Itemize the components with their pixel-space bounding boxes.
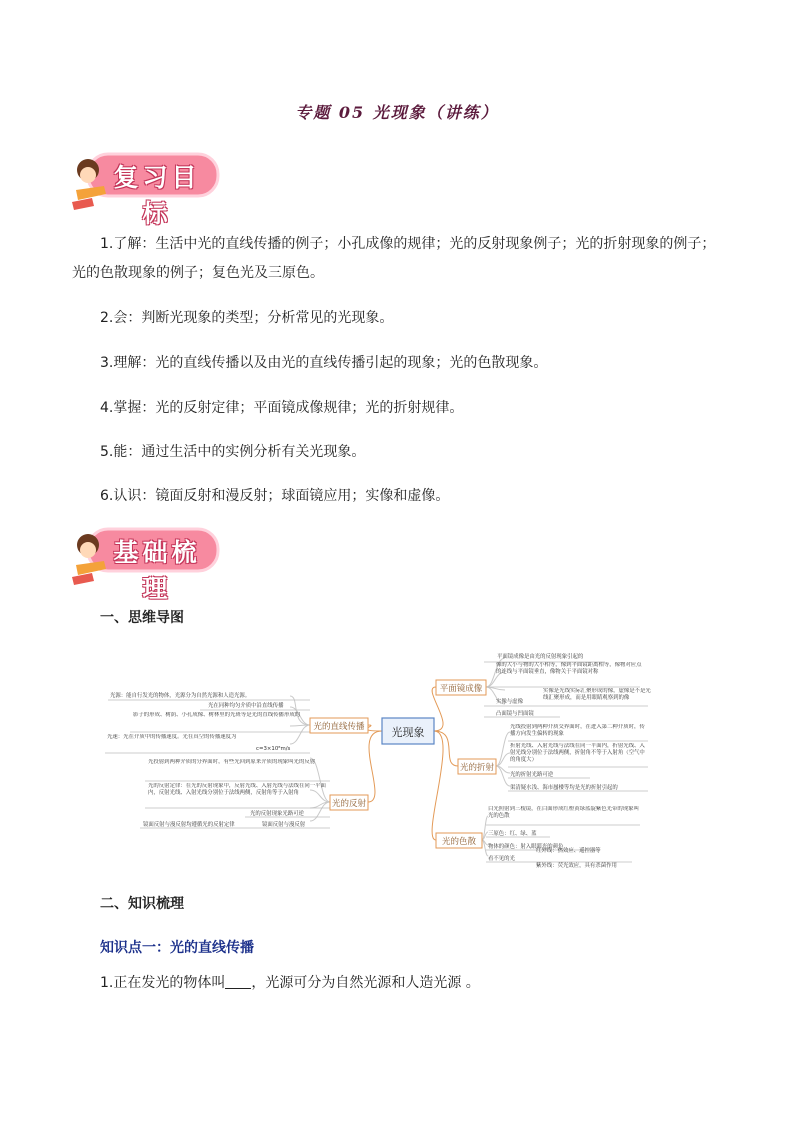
straight-item: 光源：能自行发光的物体，光源分为自然光源和人造光源。 xyxy=(110,693,251,699)
refract-item-wrap xyxy=(510,743,650,769)
color-item-wrap xyxy=(488,806,640,824)
knowledge-heading: 二、知识梳理 xyxy=(100,896,184,912)
page-title: 专题 05 光现象（讲练） xyxy=(295,103,499,122)
refract-item-wrap xyxy=(510,724,650,742)
color-item: 物体的颜色：射入眼睛光的颜色 xyxy=(488,844,564,850)
kp1-item-1 xyxy=(100,972,480,992)
reflect-item: 镜面反射与漫反射均遵循光的反射定律 xyxy=(143,822,235,828)
basics-banner xyxy=(70,525,220,603)
branch-color-label: 光的色散 xyxy=(441,837,477,847)
color-item: 红外线：热效应、遥控器等 xyxy=(536,848,601,854)
goal-6: 6.认识：镜面反射和漫反射；球面镜应用；实像和虚像。 xyxy=(100,488,450,504)
reflect-item-wrap xyxy=(148,759,328,781)
branch-refract-label: 光的折射 xyxy=(459,763,495,773)
straight-item: 光在同种均匀介质中沿直线传播 xyxy=(208,703,284,709)
mirror-item: 凸面镜与凹面镜 xyxy=(496,711,534,717)
straight-item: 影子的形成、树荫、小孔成像、树林里的光斑等是光的直线传播形成的 xyxy=(133,712,301,718)
kp1-item-1-before: 1.正在发光的物体叫 xyxy=(100,975,226,991)
color-item: 三原色：红、绿、蓝 xyxy=(488,831,537,837)
refract-item: 光线投射到两种介质交界面时，在进入第二种介质时，传播方向发生偏转的现象 xyxy=(510,724,645,737)
refract-item: 渠清疑水浅、海市蜃楼等均是光的折射引起的 xyxy=(510,785,618,791)
goal-3: 3.理解：光的直线传播以及由光的直线传播引起的现象；光的色散现象。 xyxy=(100,355,548,371)
kp1-heading: 知识点一：光的直线传播 xyxy=(100,940,254,956)
refract-item: 光的折射光路可逆 xyxy=(510,772,554,778)
straight-item: 光速：光在介质中的传播速度。光在真空的传播速度为 xyxy=(107,734,237,740)
goal-1-line-1: 1.了解：生活中光的直线传播的例子；小孔成像的规律；光的反射现象例子；光的折射现象的例子； xyxy=(100,236,716,252)
color-item: 紫外线：荧光效应，具有杀菌作用 xyxy=(536,863,617,869)
color-item: 白光照射到三棱镜，在白面形成红橙黄绿蓝靛紫色光带的现象叫光的色散 xyxy=(488,806,639,819)
branch-mirror-label: 平面镜成像 xyxy=(439,684,483,694)
branch-reflect-label: 光的反射 xyxy=(331,799,367,809)
reflect-item-wrap xyxy=(148,783,328,809)
refract-item: 折射光线、入射光线与法线在同一平面内，折射光线、入射光线分别位于法线两侧，折射角不等于入射角（空气中的角度大） xyxy=(510,743,645,763)
straight-item-wrap xyxy=(107,734,257,754)
reflect-item: 光投射到两种介质的分界面时，有些光回到原来介质的现象叫光的反射 xyxy=(148,759,316,765)
mind-map xyxy=(0,640,794,880)
reflect-item: 光的反射现象光路可逆 xyxy=(250,811,304,817)
mirror-item: 平面镜成像是由光的反射现象引起的 xyxy=(497,654,584,660)
mirror-item-wrap xyxy=(543,688,651,706)
goal-5: 5.能：通过生活中的实例分析有关光现象。 xyxy=(100,444,366,460)
branch-straight-label: 光的直线传播 xyxy=(313,722,365,732)
mirror-item: 像的大小与物的大小相等，像到平面镜距离相等，像物对应点的连线与平面镜垂直，像物关于平面镜对称 xyxy=(496,662,642,675)
color-item: 看不见的光 xyxy=(488,856,515,862)
straight-item-wrap xyxy=(133,712,311,734)
mirror-item-wrap xyxy=(496,662,646,688)
goal-1-line-2: 光的色散现象的例子；复色光及三原色。 xyxy=(72,265,324,281)
basics-label: 基础梳理 xyxy=(113,538,201,603)
answer-blank[interactable] xyxy=(225,974,251,989)
mindmap-heading: 一、思维导图 xyxy=(100,610,184,626)
review-goals-banner xyxy=(70,150,220,228)
review-goals-label: 复习目标 xyxy=(113,163,201,228)
reflect-item: 镜面反射与漫反射 xyxy=(262,822,306,828)
straight-item-formula: c=3×10⁸m/s xyxy=(256,746,291,752)
mirror-item: 实像是光线实际汇聚形成的像，虚像是不是光线汇聚形成，而是用眼睛观察到的像 xyxy=(543,688,651,701)
kp1-item-1-after: ，光源可分为自然光源和人造光源 。 xyxy=(251,975,480,991)
goal-4: 4.掌握：光的反射定律；平面镜成像规律；光的折射规律。 xyxy=(100,400,464,416)
reflect-item: 光的反射定律：在光的反射现象中，反射光线、入射光线与法线在同一平面内，反射光线、入射光线分别位于法线两侧，反射角等于入射角 xyxy=(148,783,326,796)
mindmap-center-label: 光现象 xyxy=(391,726,425,739)
mirror-item: 实像与虚像 xyxy=(496,699,523,705)
goal-2: 2.会：判断光现象的类型；分析常见的光现象。 xyxy=(100,310,394,326)
